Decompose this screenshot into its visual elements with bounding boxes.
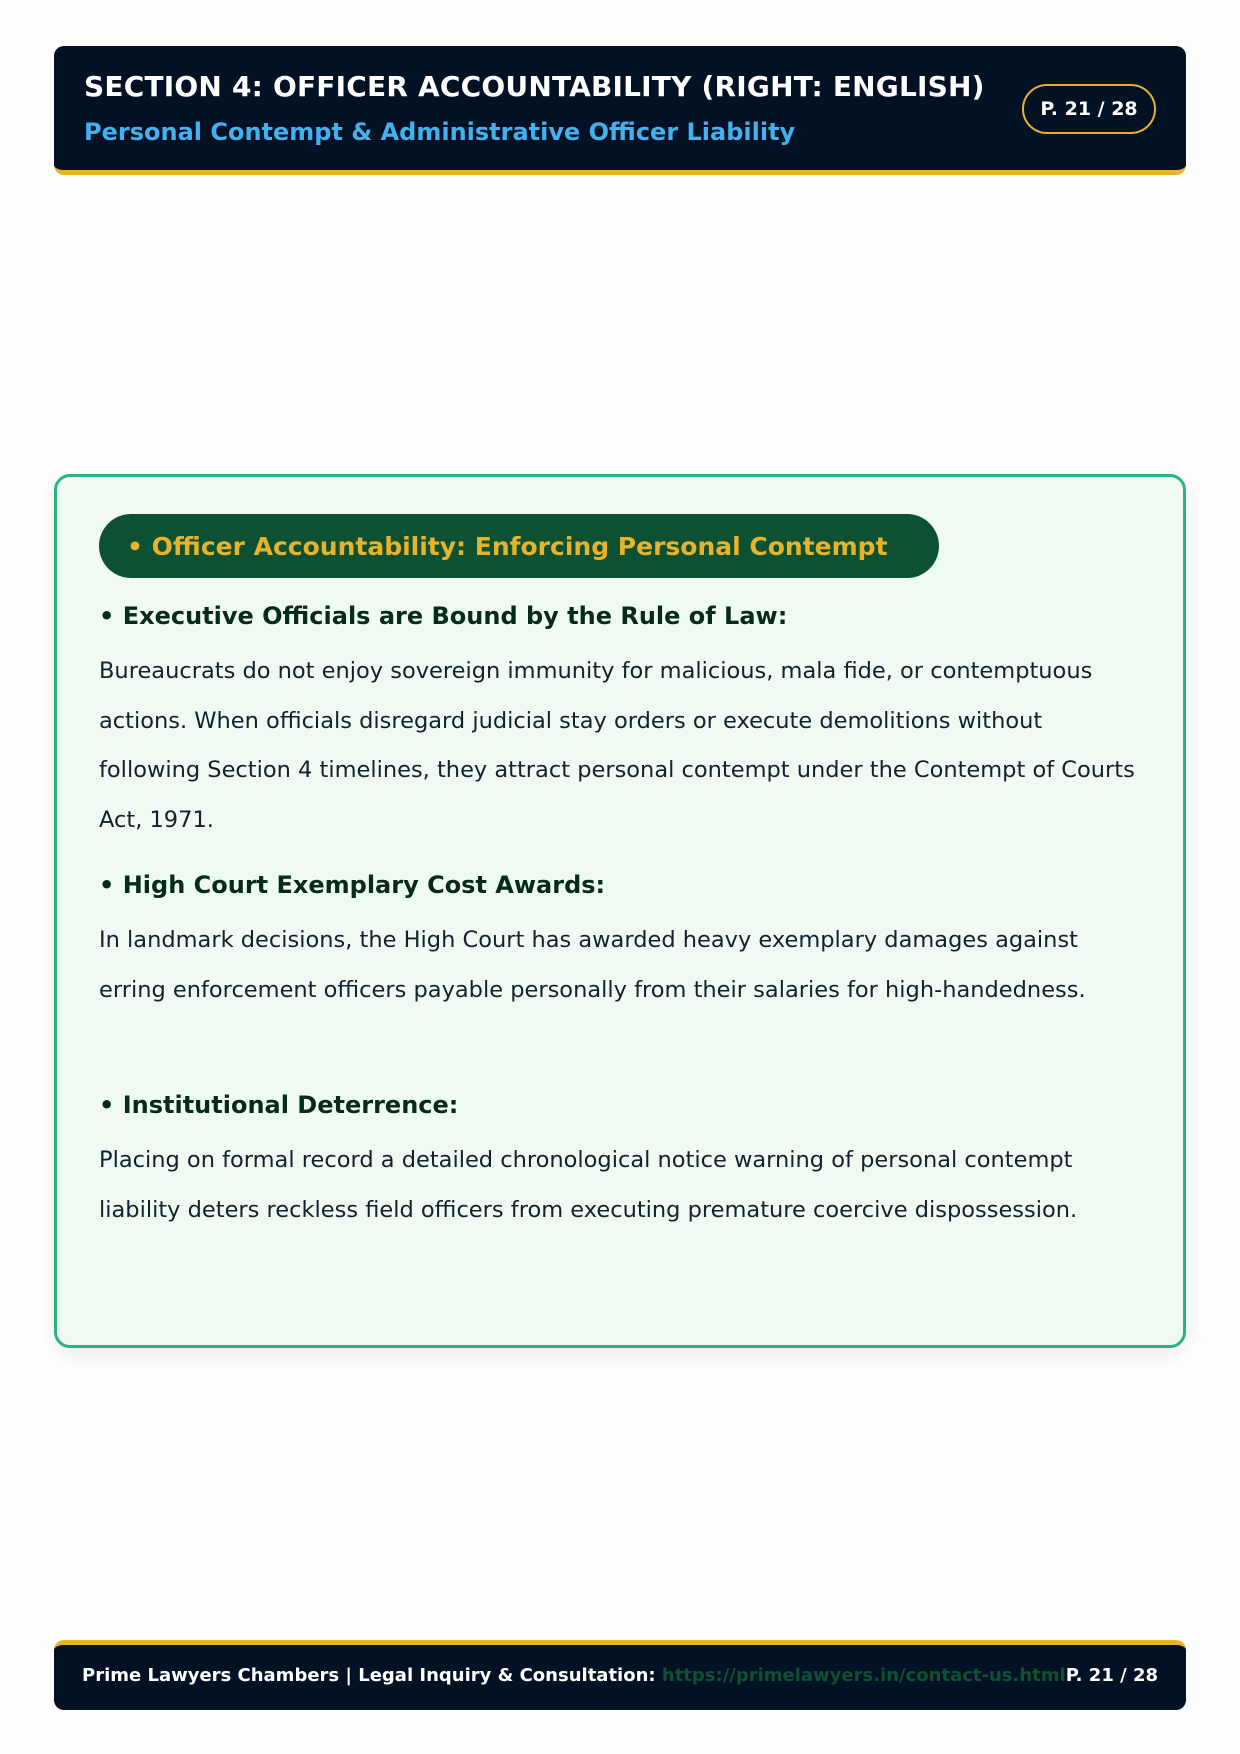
footer-label: Prime Lawyers Chambers | Legal Inquiry & Consultation: xyxy=(82,1665,656,1686)
section-heading: • High Court Exemplary Cost Awards: xyxy=(99,871,606,899)
section-heading: • Institutional Deterrence: xyxy=(99,1091,459,1119)
section-paragraph: Bureaucrats do not enjoy sovereign immunity for malicious, mala fide, or contemptuous actions. When officials disregard judicial stay orders or execute demolitions without following Section 4 timelines, they attract personal contempt under the Contempt of Courts Act, 1971. xyxy=(99,658,1135,833)
section-paragraph: Placing on formal record a detailed chronological notice warning of personal contempt liability deters reckless field officers from executing premature coercive dispossession. xyxy=(99,1147,1078,1223)
section-subtitle: Personal Contempt & Administrative Officer Liability xyxy=(84,118,796,146)
section-title: SECTION 4: OFFICER ACCOUNTABILITY (RIGHT: ENGLISH) xyxy=(84,70,985,103)
page-header xyxy=(54,46,1186,175)
card-title-pill: • Officer Accountability: Enforcing Personal Contempt xyxy=(99,514,939,578)
content-card xyxy=(54,474,1186,1348)
footer-contact xyxy=(82,1665,1066,1686)
page-footer xyxy=(54,1640,1186,1710)
contact-link[interactable]: https://primelawyers.in/contact-us.html xyxy=(661,1665,1066,1686)
section-paragraph: In landmark decisions, the High Court has awarded heavy exemplary damages against erring enforcement officers payable personally from their salaries for high-handedness. xyxy=(99,927,1086,1003)
page-number-badge: P. 21 / 28 xyxy=(1022,84,1156,134)
footer-page-number: P. 21 / 28 xyxy=(1065,1665,1158,1686)
section-heading: • Executive Officials are Bound by the Rule of Law: xyxy=(99,602,788,630)
